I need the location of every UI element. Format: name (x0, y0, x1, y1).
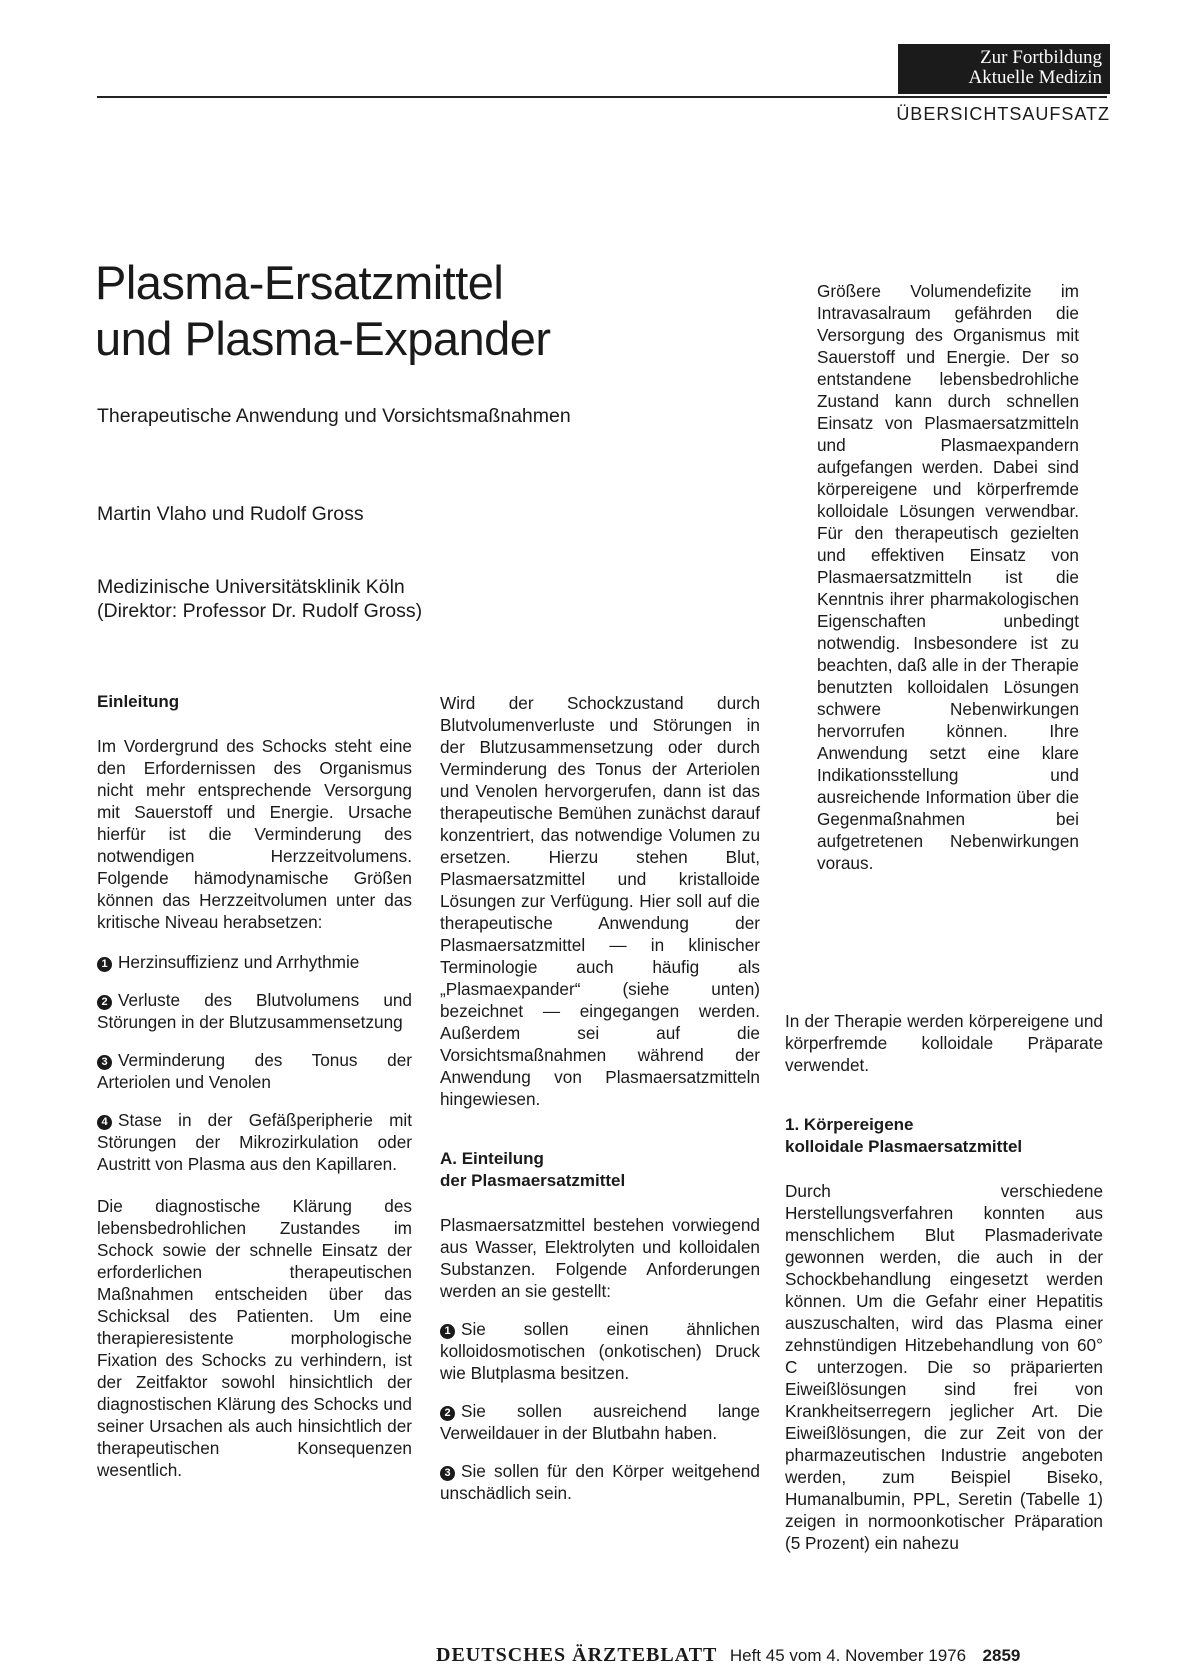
badge-line-1: Zur Fortbildung (980, 47, 1102, 68)
body-paragraph: Durch verschiedene Herstellungsverfahren konnten aus menschlichem Blut Plasmaderivate gewonnen werden, die auch in der Schockbehandlung eingesetzt werden können. Um die Gefahr einer Hepatitis auszuschalten, wird das Plasma einer zehnstündigen Hitzebehandlung von 60° C unterzogen. Die so präparierten Eiweißlösungen sind frei von Krankheitserregern jeglicher Art. Die Eiweißlösungen, die zur Zeit von der pharmazeutischen Industrie angeboten werden, zum Beispiel Biseko, Humanalbumin, PPL, Seretin (Tabelle 1) zeigen in normoonkotischer Präparation (5 Prozent) ein nahezu (785, 1181, 1103, 1553)
heading-line-1: A. Einteilung (440, 1149, 544, 1168)
list-item-text: Sie sollen für den Körper weitgehend unschädlich sein. (440, 1461, 760, 1503)
column-3 (785, 1010, 1103, 1554)
body-paragraph: Plasmaersatzmittel bestehen vorwiegend aus Wasser, Elektrolyten und kolloidalen Substanzen. Folgende Anforderungen werden an sie gestellt: (440, 1215, 760, 1301)
abstract (817, 280, 1079, 874)
body-paragraph: Wird der Schockzustand durch Blutvolumenverluste und Störungen in der Blutzusammensetzung oder durch Verminderung des Tonus der Arteriolen und Venolen hervorgerufen, dann ist das therapeutische Bemühen zunächst darauf konzentriert, das notwendige Volumen zu ersetzen. Hierzu stehen Blut, Plasmaersatzmittel und kristalloide Lösungen zur Verfügung. Hier soll auf die therapeutische Anwendung der Plasmaersatzmittel — in klinischer Terminologie auch häufig als „Plasmaexpander“ (siehe unten) bezeichnet — eingegangen werden. Außerdem sei auf die Vorsichtsmaßnahmen während der Anwendung von Plasmaersatzmitteln hingewiesen. (440, 693, 760, 1109)
list-item (440, 1400, 760, 1444)
section-heading-einleitung: Einleitung (97, 692, 180, 711)
column-2 (440, 692, 760, 1504)
heading-line-2: der Plasmaersatzmittel (440, 1171, 626, 1190)
list-item-text: Verminderung des Tonus der Arteriolen und Venolen (97, 1050, 412, 1092)
badge-line-2: Aktuelle Medizin (968, 67, 1102, 88)
number-badge: 3 (440, 1466, 455, 1481)
header-rule (97, 96, 1107, 98)
number-badge: 2 (97, 995, 112, 1010)
title-line-2: und Plasma-Expander (95, 312, 551, 365)
article-affiliation (97, 575, 422, 623)
section-heading-koerpereigene (785, 1114, 1103, 1158)
affiliation-line-2: (Direktor: Professor Dr. Rudolf Gross) (97, 600, 423, 622)
number-badge: 1 (440, 1324, 455, 1339)
article-authors: Martin Vlaho und Rudolf Gross (97, 503, 364, 525)
number-badge: 1 (97, 957, 112, 972)
page-footer (436, 1644, 1020, 1667)
body-paragraph: In der Therapie werden körpereigene und körperfremde kolloidale Präparate verwendet. (785, 1011, 1103, 1075)
article-subtitle: Therapeutische Anwendung und Vorsichtsmaßnahmen (97, 405, 571, 427)
abstract-text: Größere Volumendefizite im Intravasalraum gefährden die Versorgung des Organismus mit Sauerstoff und Energie. Der so entstandene lebensbedrohliche Zustand kann durch schnellen Einsatz von Plasmaersatzmitteln und Plasmaexpandern aufgefangen werden. Dabei sind körpereigene und körperfremde kolloidale Lösungen verwendbar. Für den therapeutisch gezielten und effektiven Einsatz von Plasmaersatzmitteln ist die Kenntnis ihrer pharmakologischen Eigenschaften unbedingt notwendig. Insbesondere ist zu beachten, daß alle in der Therapie benutzten kolloidalen Lösungen schwere Nebenwirkungen hervorrufen können. Ihre Anwendung setzt eine klare Indikationsstellung und ausreichende Information über die Gegenmaßnahmen bei aufgetretenen Nebenwirkungen voraus. (817, 281, 1079, 873)
column-1 (97, 691, 412, 1481)
list-item (440, 1318, 760, 1384)
number-badge: 4 (97, 1115, 112, 1130)
heading-line-1: 1. Körpereigene (785, 1115, 914, 1134)
section-heading-einteilung (440, 1148, 760, 1192)
number-badge: 2 (440, 1406, 455, 1421)
body-paragraph: Die diagnostische Klärung des lebensbedrohlichen Zustandes im Schock sowie der schnelle Einsatz der erforderlichen therapeutischen Maßnahmen entscheiden über das Schicksal des Patienten. Um eine therapieresistente morphologische Fixation des Schocks zu verhindern, ist der Zeitfaktor sowohl hinsichtlich der diagnostischen Klärung des Schocks und seiner Ursachen als auch hinsichtlich der therapeutischen Konsequenzen wesentlich. (97, 1196, 412, 1480)
section-badge (898, 44, 1110, 94)
list-item (97, 989, 412, 1033)
title-line-1: Plasma-Ersatzmittel (95, 256, 504, 309)
affiliation-line-1: Medizinische Universitätsklinik Köln (97, 576, 405, 598)
intro-paragraph: Im Vordergrund des Schocks steht eine den Erfordernissen des Organismus nicht mehr entsprechende Versorgung mit Sauerstoff und Energie. Ursache hierfür ist die Verminderung des notwendigen Herzzeitvolumens. Folgende hämodynamische Größen können das Herzzeitvolumen unter das kritische Niveau herabsetzen: (97, 736, 412, 932)
list-item-text: Stase in der Gefäßperipherie mit Störungen der Mikrozirkulation oder Austritt von Plasma aus den Kapillaren. (97, 1110, 412, 1174)
article-title (95, 255, 551, 367)
list-item-text: Herzinsuffizienz und Arrhythmie (118, 952, 360, 972)
list-item (97, 951, 412, 973)
page-number: 2859 (982, 1646, 1021, 1665)
list-item-text: Sie sollen einen ähnlichen kolloidosmotischen (onkotischen) Druck wie Blutplasma besitzen. (440, 1319, 760, 1383)
heading-line-2: kolloidale Plasmaersatzmittel (785, 1137, 1023, 1156)
journal-name: DEUTSCHES ÄRZTEBLATT (436, 1644, 718, 1666)
issue-info: Heft 45 vom 4. November 1976 (729, 1646, 967, 1665)
list-item-text: Sie sollen ausreichend lange Verweildauer in der Blutbahn haben. (440, 1401, 760, 1443)
section-label: ÜBERSICHTSAUFSATZ (896, 104, 1110, 124)
number-badge: 3 (97, 1055, 112, 1070)
list-item-text: Verluste des Blutvolumens und Störungen in der Blutzusammensetzung (97, 990, 412, 1032)
list-item (97, 1049, 412, 1093)
list-item (97, 1109, 412, 1175)
list-item (440, 1460, 760, 1504)
